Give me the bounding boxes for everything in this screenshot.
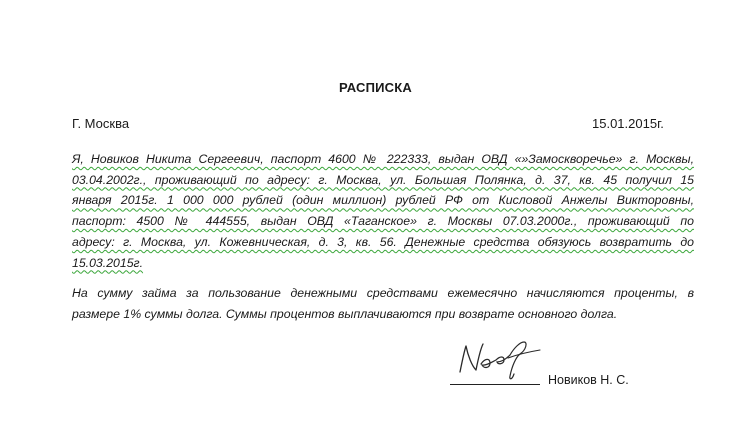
paragraph-line: паспорт: 4500 № 444555, выдан ОВД «Таганское» г. Москвы 07.03.2000г., проживающий по [72,214,694,229]
receipt-paragraph [72,149,694,273]
city-label: Г. Москва [72,116,130,131]
paragraph-line: 15.03.2015г. [72,255,144,270]
signature-line [450,384,540,385]
handwritten-signature [452,336,552,386]
paragraph-line: На сумму займа за пользование денежными средствами ежемесячно начисляются проценты, в [72,286,694,300]
signer-name: Новиков Н. С. [548,373,629,387]
interest-paragraph [72,283,694,324]
paragraph-line: адресу: г. Москва, ул. Кожевническая, д. 3, кв. 56. Денежные средства обязуюсь возвратить до [72,234,694,249]
paragraph-line: января 2015г. 1 000 000 рублей (один миллион) рублей РФ от Кисловой Анжелы Викторовны, [72,193,694,208]
paragraph-line: Я, Новиков Никита Сергеевич, паспорт 4600 № 222333, выдан ОВД «»Замоскворечье» г. Москвы, [72,152,694,166]
document-title: РАСПИСКА [339,80,412,95]
paragraph-line: размере 1% суммы долга. Суммы процентов выплачиваются при возврате основного долга. [72,306,618,321]
paragraph-line: 03.04.2002г., проживающий по адресу: г. Москва, ул. Большая Полянка, д. 37, кв. 45 получил 15 [72,172,694,187]
date-label: 15.01.2015г. [592,116,664,131]
